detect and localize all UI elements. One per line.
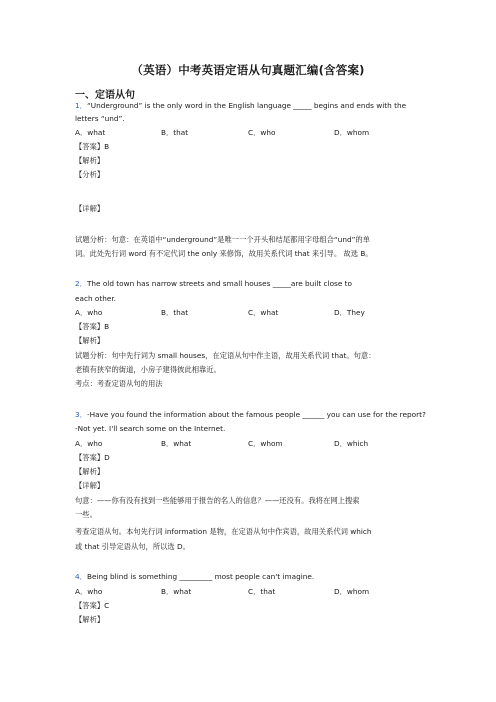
question-1-explanation-line2: 词。此处先行词 word 有不定代词 the only 来修饰，故用关系代词 that 来引导。 故选 B。 (75, 249, 373, 258)
question-3-explanation-line3: 考查定语从句。本句先行词 information 是物，在定语从句中作宾语，故用关系代词 which (75, 527, 372, 536)
page-title: （英语）中考英语定语从句真题汇编(含答案) (131, 63, 365, 77)
question-2-explanation-line2: 老镇有狭窄的街道，小房子建得彼此相靠近。 (75, 365, 221, 374)
question-2-explanation-line1: 试题分析：句中先行词为 small houses，在定语从句中作主语，故用关系代词 that。句意： (75, 351, 376, 360)
question-3-stem-line2: -Not yet. I'll search some on the Internet. (75, 424, 226, 433)
question-4-stem (75, 572, 314, 582)
question-2-option-c: C．what (248, 308, 279, 317)
question-4-stem-line1: Being blind is something _________ most people can't imagine. (86, 572, 315, 581)
question-1-stem (75, 101, 406, 111)
question-1-fenxi: 【分析】 (75, 170, 105, 179)
question-3-option-c: C．whom (248, 439, 283, 448)
question-3-stem-line1: -Have you found the information about the famous people ______ you can use for the report? (86, 410, 426, 419)
question-1-option-c: C．who (248, 128, 276, 137)
question-4-option-a: A．who (75, 587, 103, 596)
question-1-option-a: A．what (75, 128, 106, 137)
question-3-explanation-line2: 一些。 (75, 510, 97, 519)
question-3-number: 3． (75, 410, 87, 419)
question-1-option-b: B．that (161, 128, 189, 137)
question-4-option-b: B．what (161, 587, 192, 596)
question-1-answer: 【答案】B (75, 142, 110, 151)
question-2-jiexi: 【解析】 (75, 336, 105, 345)
question-4-option-d: D．whom (334, 587, 370, 596)
question-3-explanation-line1: 句意：——你有没有找到一些能够用于报告的名人的信息？——还没有。我将在网上搜索 (75, 496, 360, 505)
question-2-stem (75, 279, 352, 289)
question-4-number: 4． (75, 572, 87, 581)
question-3-jiexi: 【解析】 (75, 467, 105, 476)
question-4-jiexi: 【解析】 (75, 615, 105, 624)
question-2-option-b: B．that (161, 308, 189, 317)
question-3-option-d: D．which (334, 439, 369, 448)
question-2-answer: 【答案】B (75, 322, 110, 331)
question-3-option-a: A．who (75, 439, 103, 448)
question-3-explanation-line4: 或 that 引导定语从句，所以选 D。 (75, 542, 190, 551)
question-1-option-d: D．whom (334, 128, 370, 137)
question-3-option-b: B．what (161, 439, 192, 448)
question-2-option-a: A．who (75, 308, 103, 317)
question-2-number: 2． (75, 279, 87, 288)
question-2-stem-line1: The old town has narrow streets and small houses _____are built close to (86, 279, 352, 288)
question-1-number: 1． (75, 101, 87, 110)
question-1-explanation-line1: 试题分析：句意：在英语中“underground”是唯一一个开头和结尾都用字母组合“und”的单 (75, 235, 370, 244)
question-2-stem-line2: each other. (75, 294, 117, 303)
section-heading: 一、定语从句 (75, 90, 135, 101)
question-3-stem (75, 410, 426, 420)
question-2-explanation-line3: 考点：考查定语从句的用法 (75, 379, 163, 388)
question-1-jiexi: 【解析】 (75, 156, 105, 165)
question-4-answer: 【答案】C (75, 601, 110, 610)
question-4-option-c: C．that (248, 587, 276, 596)
question-1-stem-line1: “Underground” is the only word in the English language _____ begins and ends with the (86, 101, 407, 110)
question-1-stem-line2: letters “und”. (75, 114, 125, 123)
question-2-option-d: D．They (334, 308, 365, 317)
question-1-xiangjie: 【详解】 (75, 204, 105, 213)
question-3-answer: 【答案】D (75, 453, 110, 462)
question-3-xiangjie: 【详解】 (75, 481, 105, 490)
